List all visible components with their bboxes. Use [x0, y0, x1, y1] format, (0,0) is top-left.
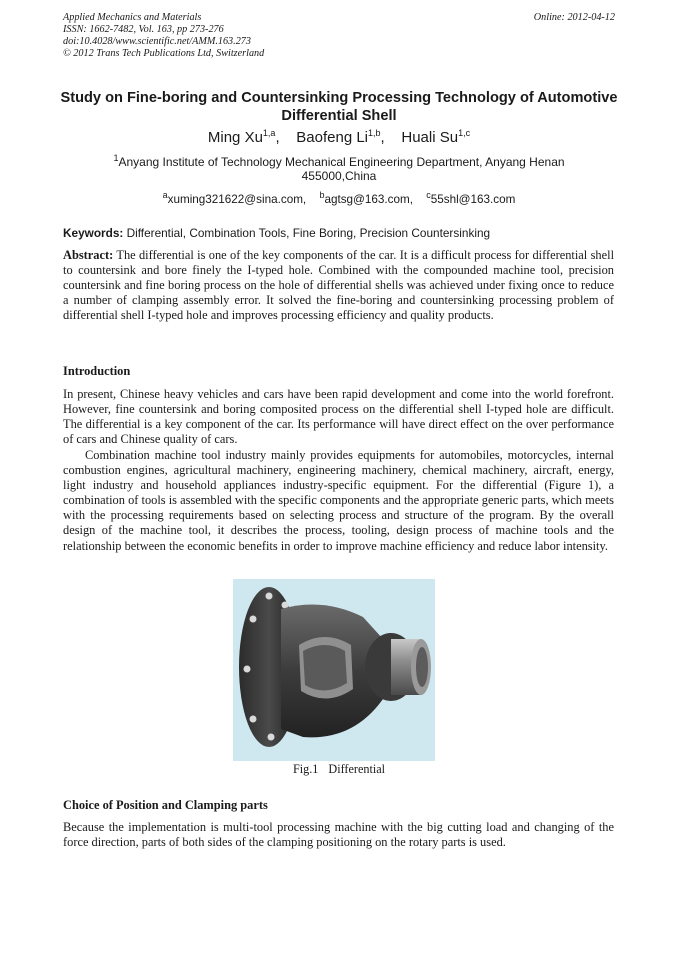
keywords-label: Keywords: — [63, 226, 124, 240]
journal-name: Applied Mechanics and Materials — [63, 12, 202, 23]
differential-shell-image — [233, 579, 435, 761]
author-affil-mark: 1,c — [458, 128, 471, 138]
author-name: Ming Xu — [207, 129, 263, 146]
email-mark: b — [319, 190, 325, 201]
journal-header — [63, 12, 615, 60]
affiliation-text: Anyang Institute of Technology Mechanical Engineering Department, Anyang Henan 455000,China — [118, 155, 565, 183]
author-list: Ming Xu$^{1,a}$, Baofeng Li$^{1,b}$, Huali Su$^{1,c}$ — [207, 128, 471, 146]
figure-caption — [0, 762, 678, 777]
abstract-label: Abstract: — [63, 248, 114, 262]
author-name: Baofeng Li — [296, 129, 369, 146]
email-list — [0, 190, 678, 207]
abstract — [63, 248, 614, 323]
differential-figure — [233, 579, 435, 761]
doi-line: doi:10.4028/www.scientific.net/AMM.163.273 — [63, 36, 251, 47]
keywords-text: Differential, Combination Tools, Fine Boring, Precision Countersinking — [126, 226, 491, 240]
section-paragraph: Because the implementation is multi-tool processing machine with the big cutting load and changing of the force direction, parts of both sides of the clamping positioning on the rotary parts is used. — [63, 820, 614, 850]
introduction-heading: Introduction — [63, 364, 131, 378]
paper-title: Study on Fine-boring and Countersinking Processing Technology of Automotive Differential Shell — [60, 90, 618, 124]
author-affil-mark: 1,a — [262, 128, 276, 138]
affiliation-mark: 1 — [113, 153, 119, 163]
email-mark: a — [162, 190, 168, 201]
author-affil-mark: 1,b — [368, 128, 381, 138]
introduction-paragraph-2: Combination machine tool industry mainly provides equipments for automobiles, motorcycles, internal combustion engines, agricultural machinery, engineering machinery, chemical machinery, aircraft, energy, light industry and household appliances industry-specific equipment. For the differential (Figure 1), a combination of tools is assembled with the specific components and the appropriate generic parts, which meets with the processing requirements based on selecting process and structure of the program. By the overall design of the machine tool, it describes the process, tooling, design process of machine tools and the relationship between the economic benefits in order to improve machine efficiency and reduce labor intensity. — [63, 448, 614, 553]
online-date: Online: 2012-04-12 — [533, 12, 615, 23]
author-name: Huali Su — [401, 129, 459, 146]
keywords — [63, 226, 615, 240]
section-heading-position-clamping: Choice of Position and Clamping parts — [63, 798, 268, 812]
email-address[interactable]: 55shl@163.com — [430, 193, 516, 206]
issn-line: ISSN: 1662-7482, Vol. 163, pp 273-276 — [63, 24, 224, 35]
affiliation — [90, 155, 588, 183]
email-address[interactable]: agtsg@163.com, — [324, 193, 413, 206]
introduction-paragraph-1: In present, Chinese heavy vehicles and cars have been rapid development and come into the world forefront. However, fine countersink and boring composited process on the differential shell I-typed hole are difficult. The differential is a key component of the car. Its performance will have direct effect on the over performance of cars and Chinese quality of cars. — [63, 387, 614, 447]
copyright-line: © 2012 Trans Tech Publications Ltd, Switzerland — [63, 48, 265, 59]
email-mark: c — [426, 190, 431, 201]
figure-label: Fig.1 — [292, 762, 319, 776]
abstract-text: The differential is one of the key components of the car. It is a difficult process for differential shell to countersink and bore finely the I-typed hole. Combined with the compounded machine tool, precision countersink and fine boring process on the hole of differential shells was achieved under fixing once to reduce a number of clamping assembly error. It solved the fine-boring and countersinking processing problem of differential shell I-typed hole and improves processing efficiency and quality products. — [63, 248, 615, 323]
figure-caption-text: Differential — [328, 762, 386, 776]
email-address[interactable]: xuming321622@sina.com, — [167, 193, 307, 206]
